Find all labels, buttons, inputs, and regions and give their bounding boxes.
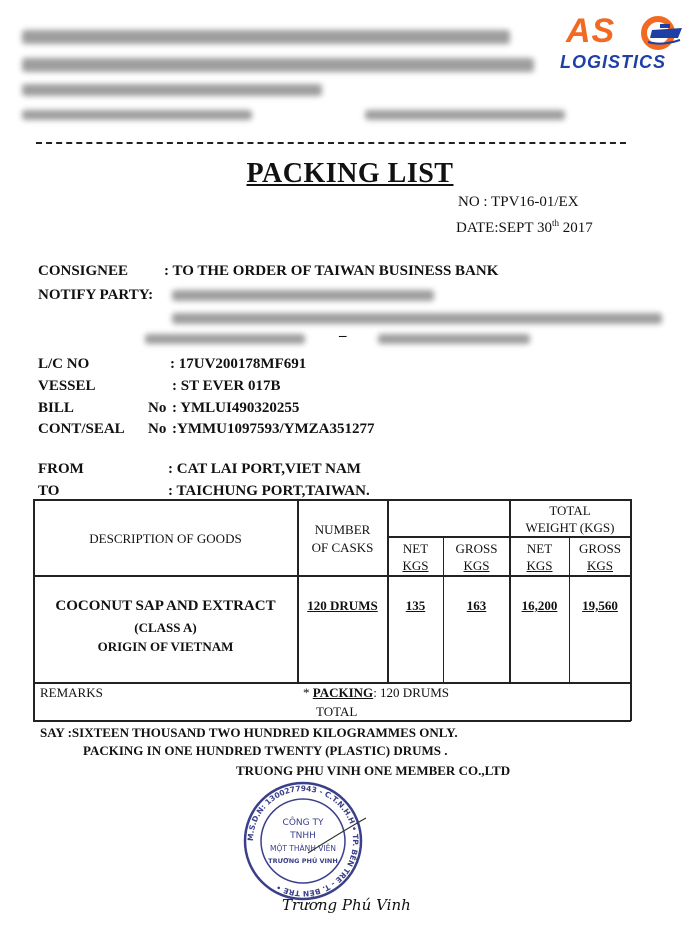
goods-origin: ORIGIN OF VIETNAM (97, 639, 234, 654)
stamp-line-2: TNHH (290, 831, 316, 841)
date-suffix: 2017 (559, 220, 593, 236)
cont-seal-value: :YMMU1097593/YMZA351277 (172, 421, 375, 437)
header-total-net: NET (526, 541, 553, 556)
stamp-ring-text: M.S.D.N: 1300277943 - C.T.N.H.H • TP. BẾN TRE - T. BẾN TRE • (245, 783, 361, 899)
ship-icon (638, 16, 684, 50)
redacted-header-line-4a (22, 110, 252, 120)
header-description: DESCRIPTION OF GOODS (89, 531, 242, 546)
header-gross-kgs: KGS (463, 558, 490, 573)
redacted-notify-1 (172, 290, 434, 301)
header-net: NET (402, 541, 429, 556)
total-net-value: 16,200 (521, 598, 558, 613)
date-prefix: DATE:SEPT 30 (456, 220, 552, 236)
redacted-notify-3 (145, 334, 305, 344)
packing-value: : 120 DRUMS (373, 685, 450, 700)
header-gross: GROSS (455, 541, 498, 556)
remarks-label: REMARKS (40, 685, 103, 700)
header-total-gross-kgs: KGS (586, 558, 613, 573)
header-weight-kgs: WEIGHT (KGS) (525, 520, 615, 535)
header-net-kgs: KGS (402, 558, 429, 573)
say-line-1: SAY :SIXTEEN THOUSAND TWO HUNDRED KILOGRAMMES ONLY. (40, 725, 458, 740)
consignee-label: CONSIGNEE (38, 263, 129, 279)
remark-bullet: * (303, 685, 310, 700)
goods-name: COCONUT SAP AND EXTRACT (55, 598, 276, 614)
to-value: : TAICHUNG PORT,TAIWAN. (168, 483, 370, 499)
from-label: FROM (38, 461, 84, 477)
document-date (456, 218, 593, 237)
bill-no-label: No (148, 400, 167, 416)
logo-text-logistics: LOGISTICS (560, 52, 667, 72)
consignee-value: : TO THE ORDER OF TAIWAN BUSINESS BANK (164, 263, 499, 279)
cont-seal-no-label: No (148, 421, 167, 437)
stamp-line-1: CÔNG TY (282, 818, 324, 828)
lc-no-value: : 17UV200178MF691 (170, 356, 307, 372)
total-gross-value: 19,560 (582, 598, 618, 613)
page-title: PACKING LIST (246, 158, 454, 189)
gross-kgs-value: 163 (466, 598, 487, 613)
stamp-line-3: MỘT THÀNH VIÊN (269, 844, 337, 853)
document-number: NO : TPV16-01/EX (458, 194, 579, 210)
header-total-net-kgs: KGS (526, 558, 553, 573)
redacted-header-line-1 (22, 30, 510, 44)
redacted-header-line-2 (22, 58, 534, 72)
notify-party-label: NOTIFY PARTY: (38, 287, 154, 303)
company-stamp (238, 778, 368, 904)
date-sup: th (551, 218, 559, 228)
header-number: NUMBER (314, 522, 371, 537)
cont-seal-label: CONT/SEAL (38, 421, 125, 437)
goods-class: (CLASS A) (134, 620, 197, 635)
stamp-line-4: TRƯƠNG PHÚ VINH (268, 857, 338, 865)
header-total-gross: GROSS (579, 541, 621, 556)
packing-remark (303, 685, 449, 701)
casks-value: 120 DRUMS (307, 598, 378, 613)
dashed-separator (36, 142, 626, 144)
redacted-header-line-4b (365, 110, 565, 120)
packing-label: PACKING (312, 685, 374, 700)
bill-label: BILL (38, 400, 74, 416)
redacted-notify-4 (378, 334, 530, 344)
redacted-notify-2 (172, 313, 662, 324)
say-line-2: PACKING IN ONE HUNDRED TWENTY (PLASTIC) DRUMS . (83, 743, 448, 758)
packing-total-label: TOTAL (316, 704, 358, 719)
bill-value: : YMLUI490320255 (172, 400, 300, 416)
from-value: : CAT LAI PORT,VIET NAM (168, 461, 361, 477)
net-kgs-value: 135 (405, 598, 426, 613)
redacted-header-line-3 (22, 84, 322, 96)
company-name: TRUONG PHU VINH ONE MEMBER CO.,LTD (236, 763, 511, 778)
lc-no-label: L/C NO (38, 356, 90, 372)
vessel-label: VESSEL (38, 378, 96, 394)
company-logo (560, 10, 690, 78)
to-label: TO (38, 483, 60, 499)
vessel-value: : ST EVER 017B (172, 378, 281, 394)
notify-dash: – (339, 328, 347, 344)
signature: Trương Phú Vinh (282, 896, 411, 914)
logo-text-as: AS (566, 12, 616, 50)
header-total: TOTAL (549, 503, 591, 518)
header-of-casks: OF CASKS (311, 540, 374, 555)
